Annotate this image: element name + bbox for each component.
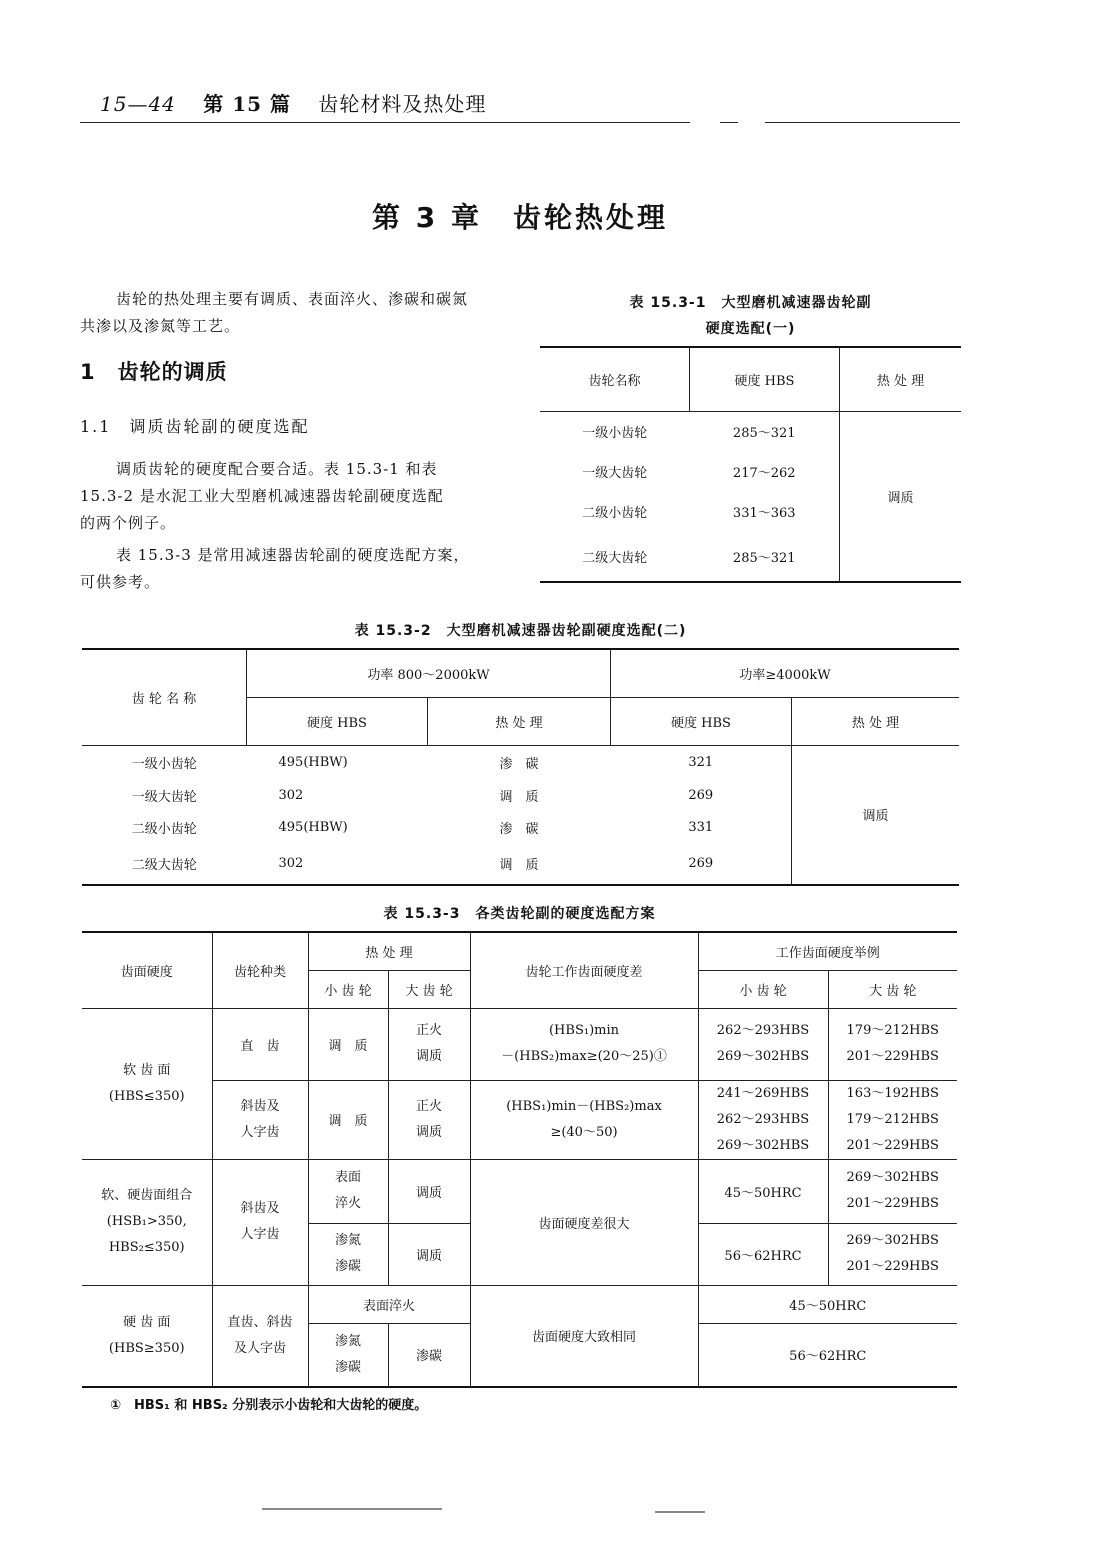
t3-mixed-type	[212, 1159, 308, 1285]
t3-mixed-r2-ex-large-2: 201～229HBS	[846, 1259, 939, 1274]
t3-hard-r2-small	[308, 1323, 388, 1387]
t3-mixed-r2-ex-small: 56～62HRC	[698, 1223, 828, 1285]
section-heading-1-1: 1.1 调质齿轮副的硬度选配	[80, 417, 310, 436]
header-rule-right	[765, 122, 960, 123]
t3-soft-r2-diff-1: (HBS₁)min－(HBS₂)max	[506, 1098, 662, 1114]
t3-hard-r1-ex: 45～50HRC	[698, 1285, 957, 1323]
t3-header-face: 齿面硬度	[82, 932, 212, 1008]
t3-header-diff: 齿轮工作齿面硬度差	[470, 932, 698, 1008]
t1-row4-name: 二级大齿轮	[582, 550, 648, 566]
t3-soft-r1-ex-small-2: 269～302HBS	[716, 1049, 810, 1064]
t2-row4-name: 二级大齿轮	[131, 858, 197, 873]
t2-row4-hardness: 302	[278, 856, 304, 871]
t3-hard-r2-small-1: 渗氮	[334, 1333, 361, 1349]
t1-row3-name: 二级小齿轮	[582, 506, 648, 521]
t3-soft-r1-diff-2: －(HBS₂)max≥(20～25)①	[501, 1049, 667, 1064]
t3-header-ex-large: 大 齿 轮	[828, 970, 957, 1008]
t3-header-heat-small: 小 齿 轮	[308, 970, 388, 1008]
t3-soft-r1-large	[388, 1008, 470, 1080]
t1-row1-name: 一级小齿轮	[582, 426, 648, 441]
scan-mark	[655, 1511, 705, 1513]
t3-soft-r1-large-1: 正火	[415, 1023, 442, 1038]
t3-mixed-r2-ex-large	[828, 1223, 957, 1285]
t2-row3-hardness: 495(HBW)	[278, 819, 348, 835]
t3-hard-diff: 齿面硬度大致相同	[470, 1285, 698, 1387]
table2-caption: 表 15.3-2 大型磨机减速器齿轮副硬度选配(二)	[354, 623, 687, 639]
t3-soft-r1-ex-small	[698, 1008, 828, 1080]
t3-soft-r2-large-1: 正火	[415, 1098, 442, 1114]
t2-row2-hardness2: 269	[688, 787, 714, 803]
t1-header-hardness: 硬度 HBS	[690, 347, 840, 411]
table1-caption	[540, 290, 961, 342]
t3-soft-r2-large-2: 调质	[415, 1124, 442, 1140]
table-row	[82, 1008, 957, 1080]
para1-line-2: 15.3-2 是水泥工业大型磨机减速器齿轮副硬度选配	[80, 487, 444, 505]
t3-soft-r1-ex-large-1: 179～212HBS	[846, 1023, 939, 1038]
t3-hard-r2-large: 渗碳	[388, 1323, 470, 1387]
t3-header-heat: 热 处 理	[308, 932, 470, 970]
para1-line-1: 调质齿轮的硬度配合要合适。表 15.3-1 和表	[116, 460, 438, 478]
scan-mark	[262, 1508, 442, 1510]
t3-header-ex-small: 小 齿 轮	[698, 970, 828, 1008]
t3-soft-r1-ex-large-2: 201～229HBS	[846, 1049, 939, 1064]
table-15-3-1	[540, 346, 961, 583]
t1-row4-hardness: 285～321	[732, 550, 796, 566]
t2-row4-treatment: 调 质	[499, 858, 539, 873]
t3-mixed-r1-small	[308, 1159, 388, 1223]
paragraph-1	[80, 456, 520, 537]
t3-hard-type-1: 直齿、斜齿	[227, 1314, 293, 1330]
t3-soft-r1-diff	[470, 1008, 698, 1080]
t2-row4-hardness2: 269	[688, 856, 714, 871]
t3-mixed-r2-small	[308, 1223, 388, 1285]
t2-header-name: 齿 轮 名 称	[82, 649, 247, 745]
t3-header-heat-large: 大 齿 轮	[388, 970, 470, 1008]
t3-soft-r2-small: 调 质	[308, 1080, 388, 1159]
table-row	[540, 411, 961, 452]
intro-paragraph	[80, 286, 520, 340]
t3-mixed-type-1: 斜齿及	[240, 1201, 280, 1216]
t3-hard-face	[82, 1285, 212, 1387]
t2-row2-treatment: 调 质	[499, 789, 539, 805]
t1-header-name: 齿轮名称	[588, 373, 641, 389]
t3-mixed-face-2: (HSB₁>350,	[106, 1214, 187, 1229]
para1-line-3: 的两个例子。	[80, 514, 177, 532]
page-number: 15—44	[100, 92, 176, 116]
t3-soft-r2-type	[212, 1080, 308, 1159]
t3-hard-r2-small-2: 渗碳	[334, 1359, 361, 1375]
t3-mixed-r2-large: 调质	[388, 1223, 470, 1285]
t3-mixed-diff: 齿面硬度差很大	[470, 1159, 698, 1285]
t3-mixed-r1-small-1: 表面	[334, 1170, 361, 1185]
t3-soft-r1-large-2: 调质	[415, 1049, 442, 1064]
t2-row1-treatment: 渗 碳	[499, 756, 539, 772]
t2-row1-hardness: 495(HBW)	[278, 754, 348, 770]
t3-mixed-r2-small-1: 渗氮	[334, 1233, 361, 1248]
t3-soft-r2-type-2: 人字齿	[240, 1124, 280, 1140]
t3-hard-r1-heat: 表面淬火	[308, 1285, 470, 1323]
t3-hard-r2-ex: 56～62HRC	[698, 1323, 957, 1387]
intro-line-1: 齿轮的热处理主要有调质、表面淬火、渗碳和碳氮	[116, 290, 469, 308]
t2-row3-name: 二级小齿轮	[131, 821, 197, 837]
part-label: 第 15 篇	[203, 92, 292, 116]
t3-header-example: 工作齿面硬度举例	[698, 932, 957, 970]
t3-soft-r2-ex-small-2: 262～293HBS	[716, 1111, 810, 1127]
table-15-3-2	[82, 648, 959, 886]
running-header	[100, 88, 506, 117]
t3-soft-r1-diff-1: (HBS₁)min	[548, 1023, 619, 1038]
t3-mixed-r2-small-2: 渗碳	[334, 1259, 361, 1274]
t3-soft-r2-ex-large	[828, 1080, 957, 1159]
t3-mixed-r1-ex-large-1: 269～302HBS	[846, 1170, 939, 1185]
t1-treatment: 调质	[840, 411, 962, 582]
t3-hard-type-2: 及人字齿	[233, 1340, 286, 1356]
t2-row2-name: 一级大齿轮	[131, 789, 197, 805]
table1-caption-line-2: 硬度选配(一)	[705, 321, 796, 337]
t3-soft-r2-diff	[470, 1080, 698, 1159]
t2-row3-treatment: 渗 碳	[499, 821, 539, 837]
t3-soft-r1-ex-large	[828, 1008, 957, 1080]
table-row	[82, 1080, 957, 1159]
t3-mixed-r1-ex-small: 45～50HRC	[698, 1159, 828, 1223]
t3-mixed-r1-large: 调质	[388, 1159, 470, 1223]
t2-sub-hardness-2: 硬度 HBS	[611, 697, 792, 745]
table3-caption: 表 15.3-3 各类齿轮副的硬度选配方案	[383, 906, 656, 922]
t1-row2-hardness: 217～262	[732, 466, 796, 481]
t3-soft-r2-ex-large-2: 179～212HBS	[846, 1111, 939, 1127]
t2-sub-hardness-1: 硬度 HBS	[247, 697, 428, 745]
t3-soft-r1-ex-small-1: 262～293HBS	[716, 1023, 810, 1038]
t2-row1-name: 一级小齿轮	[131, 756, 197, 772]
t3-soft-r2-diff-2: ≥(40～50)	[550, 1124, 618, 1140]
t3-mixed-face-1: 软、硬齿面组合	[101, 1188, 193, 1203]
t3-soft-r1-small: 调 质	[308, 1008, 388, 1080]
t2-row3-hardness2: 331	[688, 819, 714, 835]
t3-hard-face-2: (HBS≥350)	[108, 1340, 185, 1356]
t2-sub-treatment-1: 热 处 理	[428, 697, 611, 745]
t3-soft-face-2: (HBS≤350)	[108, 1088, 185, 1104]
t3-soft-face	[82, 1008, 212, 1159]
t3-soft-r2-ex-small-1: 241～269HBS	[716, 1085, 810, 1101]
t3-soft-r2-ex-large-3: 201～229HBS	[846, 1137, 939, 1153]
t3-soft-r1-type: 直 齿	[212, 1008, 308, 1080]
t3-mixed-type-2: 人字齿	[240, 1227, 280, 1242]
t2-row1-hardness2: 321	[688, 754, 714, 770]
t2-header-group1: 功率 800～2000kW	[247, 649, 611, 697]
t3-hard-type	[212, 1285, 308, 1387]
t3-mixed-r1-ex-large	[828, 1159, 957, 1223]
t3-mixed-r1-small-2: 淬火	[334, 1196, 361, 1211]
t3-mixed-face-3: HBS₂≤350)	[108, 1240, 185, 1255]
table-15-3-3	[82, 931, 957, 1388]
t3-soft-r2-type-1: 斜齿及	[240, 1098, 280, 1114]
t3-mixed-r2-ex-large-1: 269～302HBS	[846, 1233, 939, 1248]
t3-soft-r2-large	[388, 1080, 470, 1159]
table-row	[82, 745, 959, 779]
part-title: 齿轮材料及热处理	[318, 92, 487, 116]
t3-header-type: 齿轮种类	[212, 932, 308, 1008]
paragraph-2	[80, 542, 520, 596]
t3-soft-r2-ex-small-3: 269～302HBS	[716, 1137, 810, 1153]
t3-mixed-r1-ex-large-2: 201～229HBS	[846, 1196, 939, 1211]
t1-row2-name: 一级大齿轮	[582, 466, 648, 481]
t3-soft-face-1: 软 齿 面	[123, 1062, 171, 1078]
t2-header-group2: 功率≥4000kW	[611, 649, 960, 697]
header-rule-mid	[720, 122, 738, 123]
chapter-title: 第 3 章 齿轮热处理	[372, 201, 668, 234]
table1-caption-line-1: 表 15.3-1 大型磨机减速器齿轮副	[629, 295, 872, 311]
para2-line-1: 表 15.3-3 是常用减速器齿轮副的硬度选配方案，	[116, 546, 470, 564]
table-row	[82, 1285, 957, 1323]
t2-treatment2: 调质	[792, 745, 960, 885]
t1-header-treatment: 热 处 理	[840, 347, 962, 411]
header-rule	[80, 122, 690, 123]
para2-line-2: 可供参考。	[80, 573, 161, 591]
t3-soft-r2-ex-large-1: 163～192HBS	[846, 1085, 939, 1101]
t3-mixed-face	[82, 1159, 212, 1285]
intro-line-2: 共渗以及渗氮等工艺。	[80, 317, 241, 335]
t1-row1-hardness: 285～321	[732, 426, 796, 441]
section-heading-1: 1 齿轮的调质	[80, 360, 228, 384]
table-row	[82, 1159, 957, 1223]
t3-soft-r2-ex-small	[698, 1080, 828, 1159]
t3-hard-face-1: 硬 齿 面	[123, 1314, 171, 1330]
t2-sub-treatment-2: 热 处 理	[792, 697, 960, 745]
t1-row3-hardness: 331～363	[732, 506, 796, 521]
t2-row2-hardness: 302	[278, 787, 304, 803]
footnote: ① HBS₁ 和 HBS₂ 分别表示小齿轮和大齿轮的硬度。	[110, 1398, 428, 1413]
